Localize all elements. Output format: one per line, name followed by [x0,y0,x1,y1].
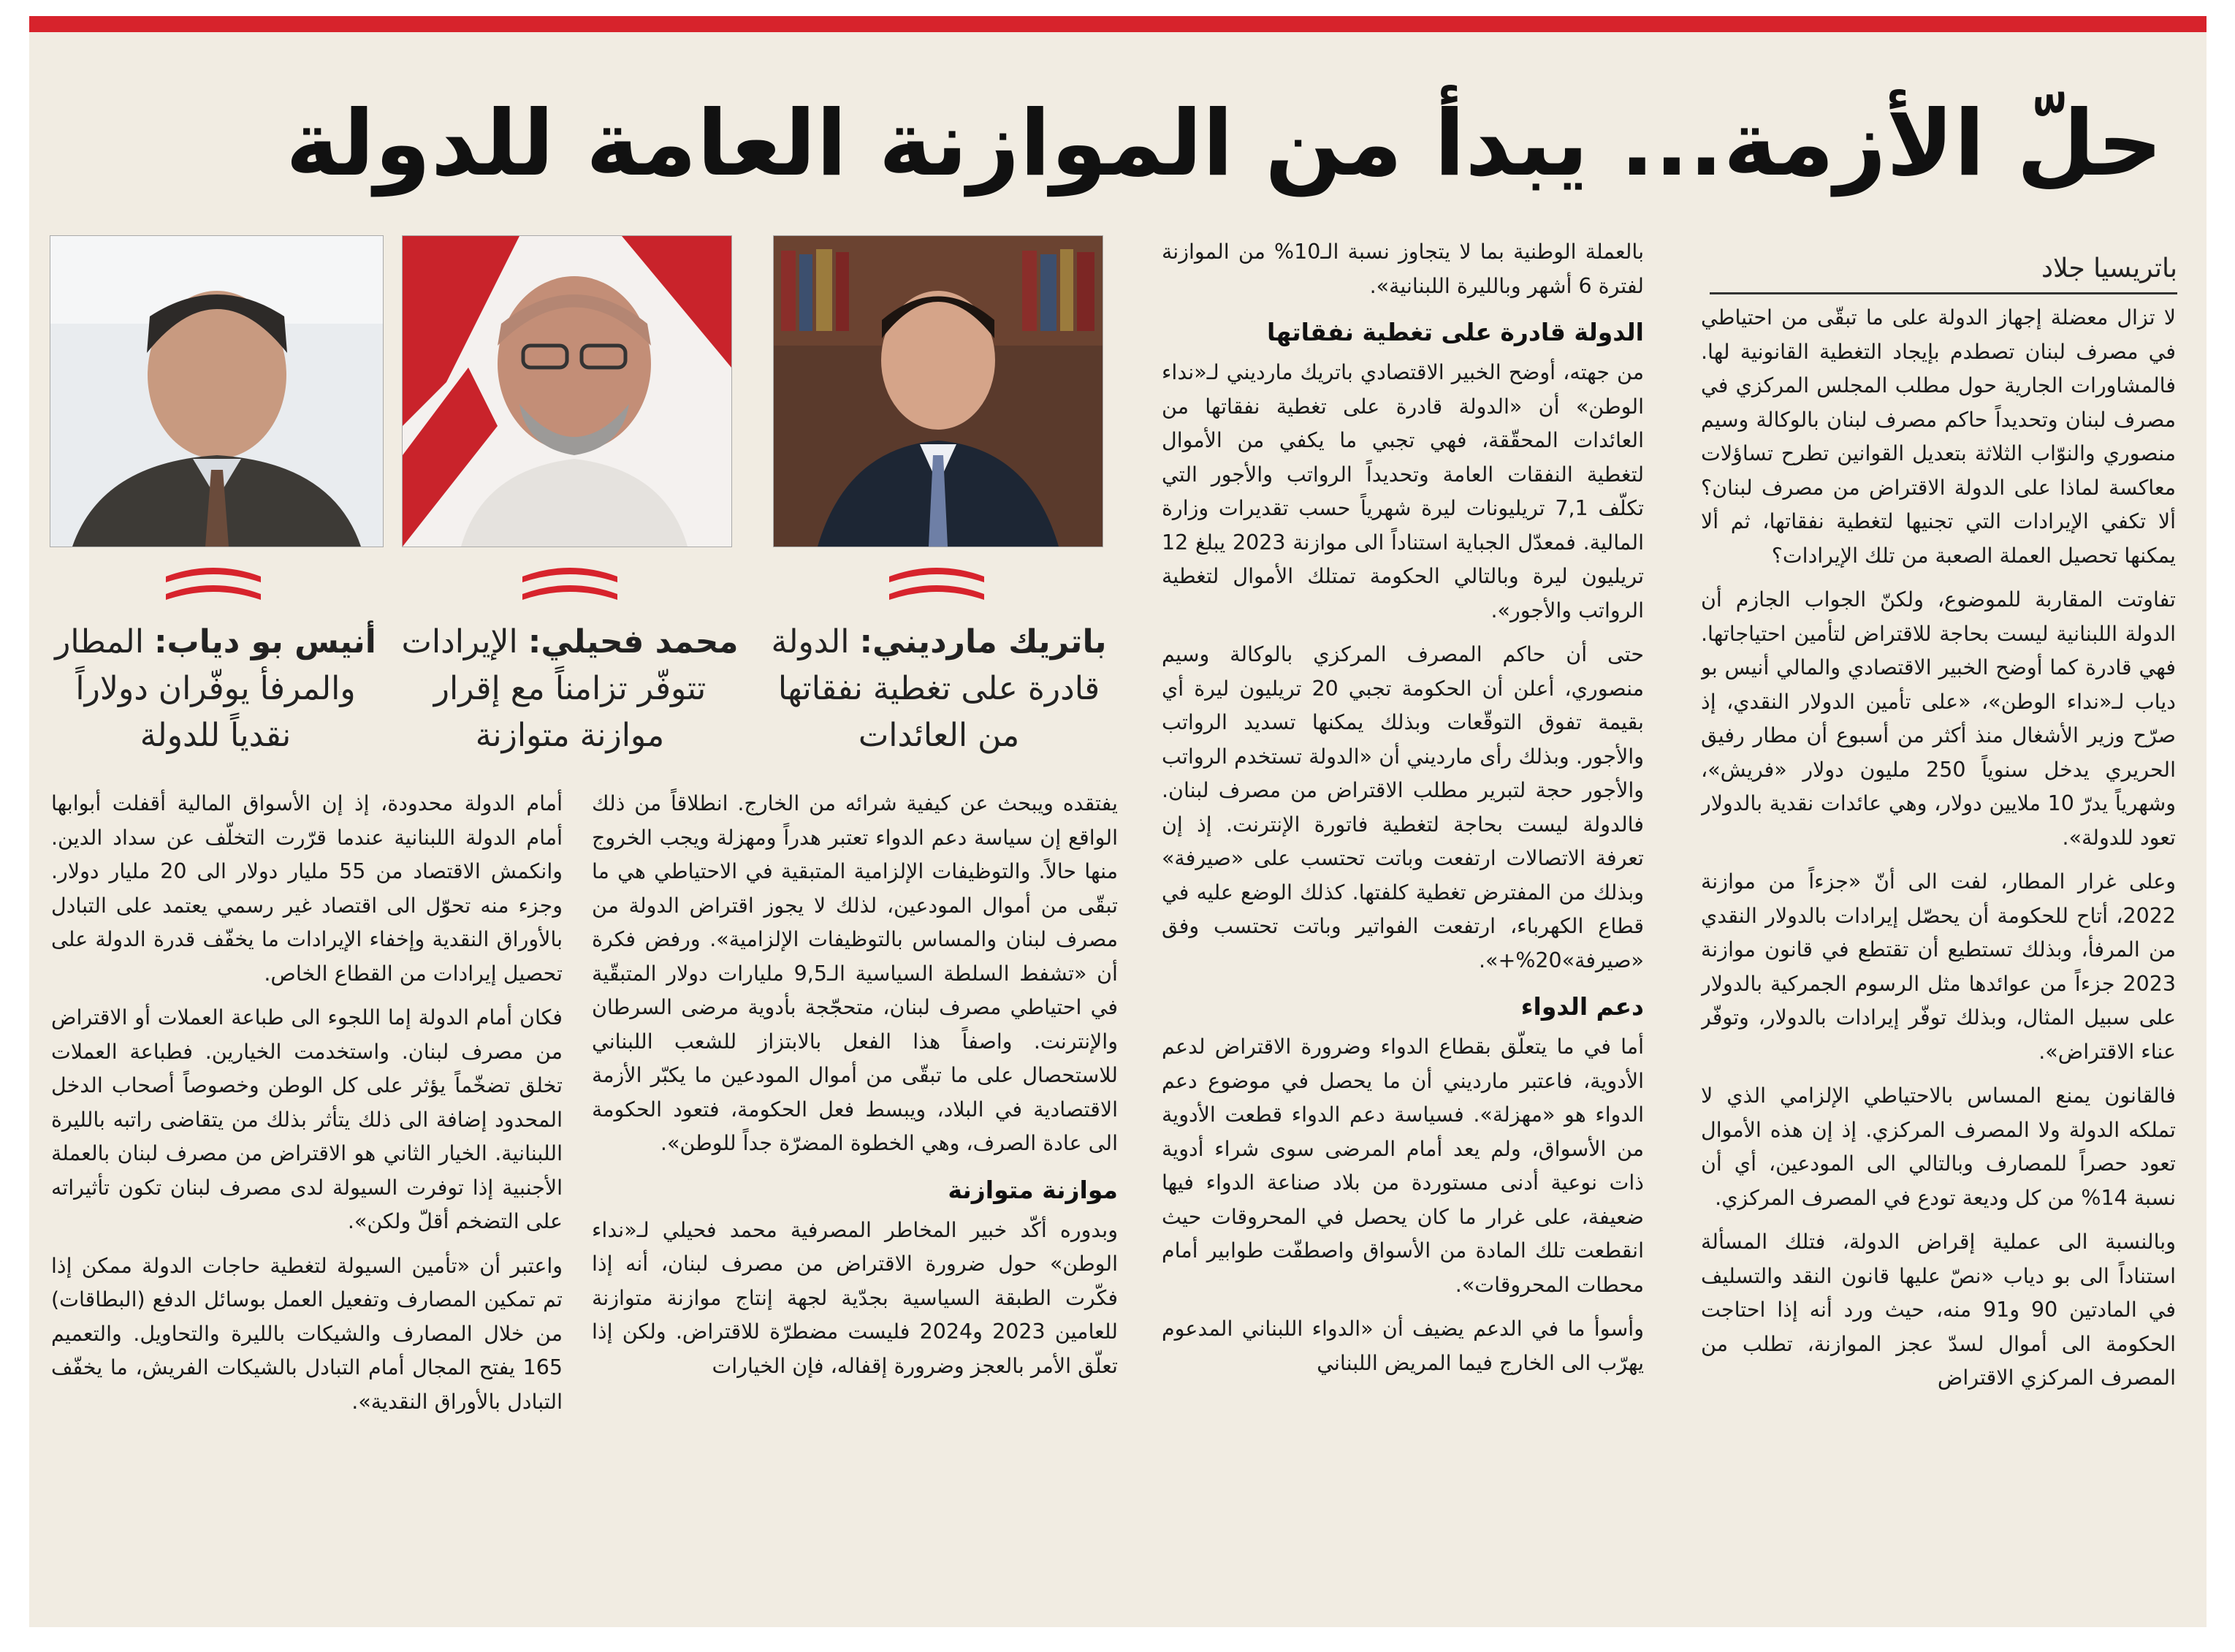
paragraph: بالعملة الوطنية بما لا يتجاوز نسبة الـ10% من الموازنة لفترة 6 أشهر وبالليرة اللبنانية». [1162,240,1644,298]
red-stripes-icon [519,560,621,612]
red-stripes-icon [162,560,264,612]
paragraph: أما في ما يتعلّق بقطاع الدواء وضرورة الاقتراض لدعم الأدوية، فاعتبر مارديني أن ما يحصل في موضوع دعم الدواء هو «مهزلة». فسياسة دعم الدواء قطعت الأدوية من الأسواق، ولم يعد أمام المرضى سوى شراء أدوية ذات نوعية أدنى مستوردة من بلاد صناعة الدواء فيها ضعيفة، على غرار ما كان يحصل في المحروقات حيث انقطعت تلك المادة من الأسواق واصطفّت طوابير أمام محطات المحروقات». [1162,1035,1644,1297]
photo-mohammad-fhaili [402,235,732,547]
paragraph: لا تزال معضلة إجهاز الدولة على ما تبقّى من احتياطي في مصرف لبنان تصطدم بإيجاد التغطية القانونية لها. فالمشاورات الجارية حول مطلب المجلس المركزي في مصرف لبنان وتحديداً حاكم مصرف لبنان بالوكالة وسيم منصوري والنوّاب الثلاثة بتعديل القوانين تطرح تساؤلات معاكسة لماذا على الدولة الاقتراض من مصرف لبنان؟ ألا تكفي الإيرادات التي تجنيها لتغطية نفقاتها، ثم ألا يمكنها تحصيل العملة الصعبة من تلك الإيرادات؟ [1701,305,2176,568]
paragraph: فكان أمام الدولة إما اللجوء الى طباعة العملات أو الاقتراض من مصرف لبنان. واستخدمت الخيارين. فطباعة العملات تخلق تضخّماً يؤثر على كل الوطن وخصوصاً أصحاب الدخل المحدود إضافة الى ذلك يتأثر بذلك من يتقاضى راتبه بالليرة اللبنانية. الخيار الثاني هو الاقتراض من مصرف لبنان بالعملة الأجنبية إذا توفرت السيولة لدى مصرف لبنان تكون تأثيراته على التضخم أقلّ ولكن». [51,1005,563,1233]
caption-name: أنيس بو دياب: [153,623,376,661]
paragraph: أمام الدولة محدودة، إذ إن الأسواق المالية أقفلت أبوابها أمام الدولة اللبنانية عندما قرّرت التخلّف عن سداد الدين. وانكمش الاقتصاد من 55 مليار دولار الى 20 مليار دولار. وجزء منه تحوّل الى اقتصاد غير رسمي يعتمد على التبادل بالأوراق النقدية وإخفاء الإيرادات ما يخفّف قدرة الدولة على تحصيل إيرادات من القطاع الخاص. [51,791,563,986]
article-column-1 [1701,232,2176,1605]
subheading: دعم الدواء [1520,992,1644,1021]
portrait-image [50,236,383,547]
paragraph: وبالنسبة الى عملية إقراض الدولة، فتلك المسألة استناداً الى بو دياب «نصّ عليها قانون النقد والتسليف في المادتين 90 و91 منه، حيث ورد أنه إذا احتاجت الحكومة الى أموال لسدّ عجز الموازنة، تطلب من المصرف المركزي الاقتراض [1701,1230,2176,1390]
paragraph: حتى أن حاكم المصرف المركزي بالوكالة وسيم منصوري، أعلن أن الحكومة تجبي 20 تريليون ليرة أي بقيمة تفوق التوقّعات وبذلك يمكنها تسديد الرواتب والأجور. وبذلك رأى مارديني أن «الدولة تستخدم الرواتب والأجور حجة لتبرير مطلب الاقتراض من مصرف لبنان. فالدولة ليست بحاجة لتغطية فاتورة الإنترنت. إذ إن تعرفة الاتصالات ارتفعت وباتت تحتسب على «صيرفة» وبذلك من المفترض تغطية كلفتها. كذلك الوضع عليه في قطاع الكهرباء، ارتفعت الفواتير وباتت تحتسب وفق «صيرفة»20%+». [1162,642,1644,972]
portrait-image [403,236,731,547]
caption-text: الإيرادات تتوفّر تزامناً مع إقرار موازنة متوازنة [401,623,707,754]
paragraph: وأسوأ ما في الدعم يضيف أن «الدواء اللبناني المدعوم يهرّب الى الخارج فيما المريض اللبناني [1162,1317,1644,1375]
portrait-image [774,236,1103,547]
paragraph: فالقانون يمنع المساس بالاحتياطي الإلزامي الذي لا تملكه الدولة ولا المصرف المركزي. إذ إن هذه الأموال تعود حصراً للمصارف وبالتالي الى المودعين، أي أن نسبة 14% من كل وديعة تودع في المصرف المركزي. [1701,1084,2176,1210]
caption-text: الدولة قادرة على تغطية نفقاتها من العائدات [771,623,1100,754]
caption-text: المطار والمرفأ يوفّران دولاراً نقدياً للدولة [55,623,356,754]
red-stripes-icon [886,560,988,612]
caption-mardini [767,619,1111,772]
paragraph: تفاوتت المقاربة للموضوع، ولكنّ الجواب الجازم أن الدولة اللبنانية ليست بحاجة للاقتراض لتأمين احتياجاتها. فهي قادرة كما أوضح الخبير الاقتصادي والمالي أنيس بو دياب لـ«نداء الوطن»، «على تأمين الدولار النقدي، إذ صرّح وزير الأشغال منذ أكثر من أسبوع أن مطار رفيق الحريري يدخل سنوياً 250 مليون دولار «فريش»، وشهرياً يدرّ 10 ملايين دولار، وهي عائدات نقدية بالدولار تعود للدولة». [1701,587,2176,850]
caption-name: محمد فحيلي: [528,623,739,661]
subheading: الدولة قادرة على تغطية نفقاتها [1267,318,1644,346]
article-column-2 [1162,235,1644,1605]
subheading: موازنة متوازنة [948,1175,1118,1204]
caption-boudiab [44,619,387,772]
paragraph: وبدوره أكّد خبير المخاطر المصرفية محمد فحيلي لـ«نداء الوطن» حول ضرورة الاقتراض من مصرف لبنان، أنه إذا فكّرت الطبقة السياسية بجدّية لجهة إنتاج موازنة متوازنة للعامين 2023 و2024 فليست مضطرّة للاقتراض. ولكن إذا تعلّق الأمر بالعجز وضرورة إقفاله، فإن الخيارات [592,1217,1118,1378]
photo-anis-boudiab [50,235,384,547]
caption-fhaili [398,619,742,772]
newspaper-page [29,16,2207,1627]
top-red-bar [29,16,2207,32]
paragraph: وعلى غرار المطار، لفت الى أنّ «جزءاً من موازنة 2022، أتاح للحكومة أن يحصّل إيرادات بالدولار النقدي من المرفأ، وبذلك تستطيع أن تقتطع في قانون موازنة 2023 جزءاً من عوائدها مثل الرسوم الجمركية بالدولار على سبيل المثال، وبذلك توفّر إيرادات بالدولار، وتوفّر عناء الاقتراض». [1701,869,2176,1064]
article-column-4 [51,787,563,1609]
headline: حلّ الأزمة... يبدأ من الموازنة العامة للدولة [285,91,2163,197]
caption-name: باتريك مارديني: [859,623,1107,661]
byline: باتريسيا جلاد [1710,248,2177,294]
photo-patrick-mardini [773,235,1103,547]
paragraph: واعتبر أن «تأمين السيولة لتغطية حاجات الدولة ممكن إذا تم تمكين المصارف وتفعيل العمل بوسائل الدفع (البطاقات) من خلال المصارف والشيكات بالليرة والتحاويل. والتعميم 165 يفتح المجال أمام التبادل بالشيكات الفريش، ما يخفّف التبادل بالأوراق النقدية». [51,1253,563,1414]
paragraph: من جهته، أوضح الخبير الاقتصادي باتريك مارديني لـ«نداء الوطن» أن «الدولة قادرة على تغطية نفقاتها من العائدات المحقّقة، فهي تجبي ما يكفي من الأموال لتغطية النفقات العامة وتحديداً الرواتب والأجور التي تكلّف 7,1 تريليونات ليرة شهرياً حسب تقديرات وزارة المالية. فمعدّل الجباية استناداً الى موازنة 2023 يبلغ 12 تريليون ليرة وبالتالي الحكومة تمتلك الأموال لتغطية الرواتب والأجور». [1162,360,1644,623]
paragraph: يفتقده ويبحث عن كيفية شرائه من الخارج. انطلاقاً من ذلك الواقع إن سياسة دعم الدواء تعتبر هدراً ومهزلة ويجب الخروج منها حالاً. والتوظيفات الإلزامية المتبقية في الاحتياطي هي ما تبقّى من أموال المودعين، لذلك لا يجوز اقتراض الدولة من مصرف لبنان والمساس بالتوظيفات الإلزامية». ورفض فكرة أن «تشفط السلطة السياسية الـ9,5 مليارات دولار المتبقّية في احتياطي مصرف لبنان، متحجّجة بأدوية مرضى السرطان والإنترنت. واصفاً هذا الفعل بالابتزاز للشعب اللبناني للاستحصال على ما تبقّى من أموال المودعين ما يكبّر الأزمة الاقتصادية في البلاد، ويبسط فعل الحكومة، فتعود الحكومة الى عادة الصرف، وهي الخطوة المضرّة جداً للوطن». [592,791,1118,1155]
article-column-3 [592,787,1118,1609]
